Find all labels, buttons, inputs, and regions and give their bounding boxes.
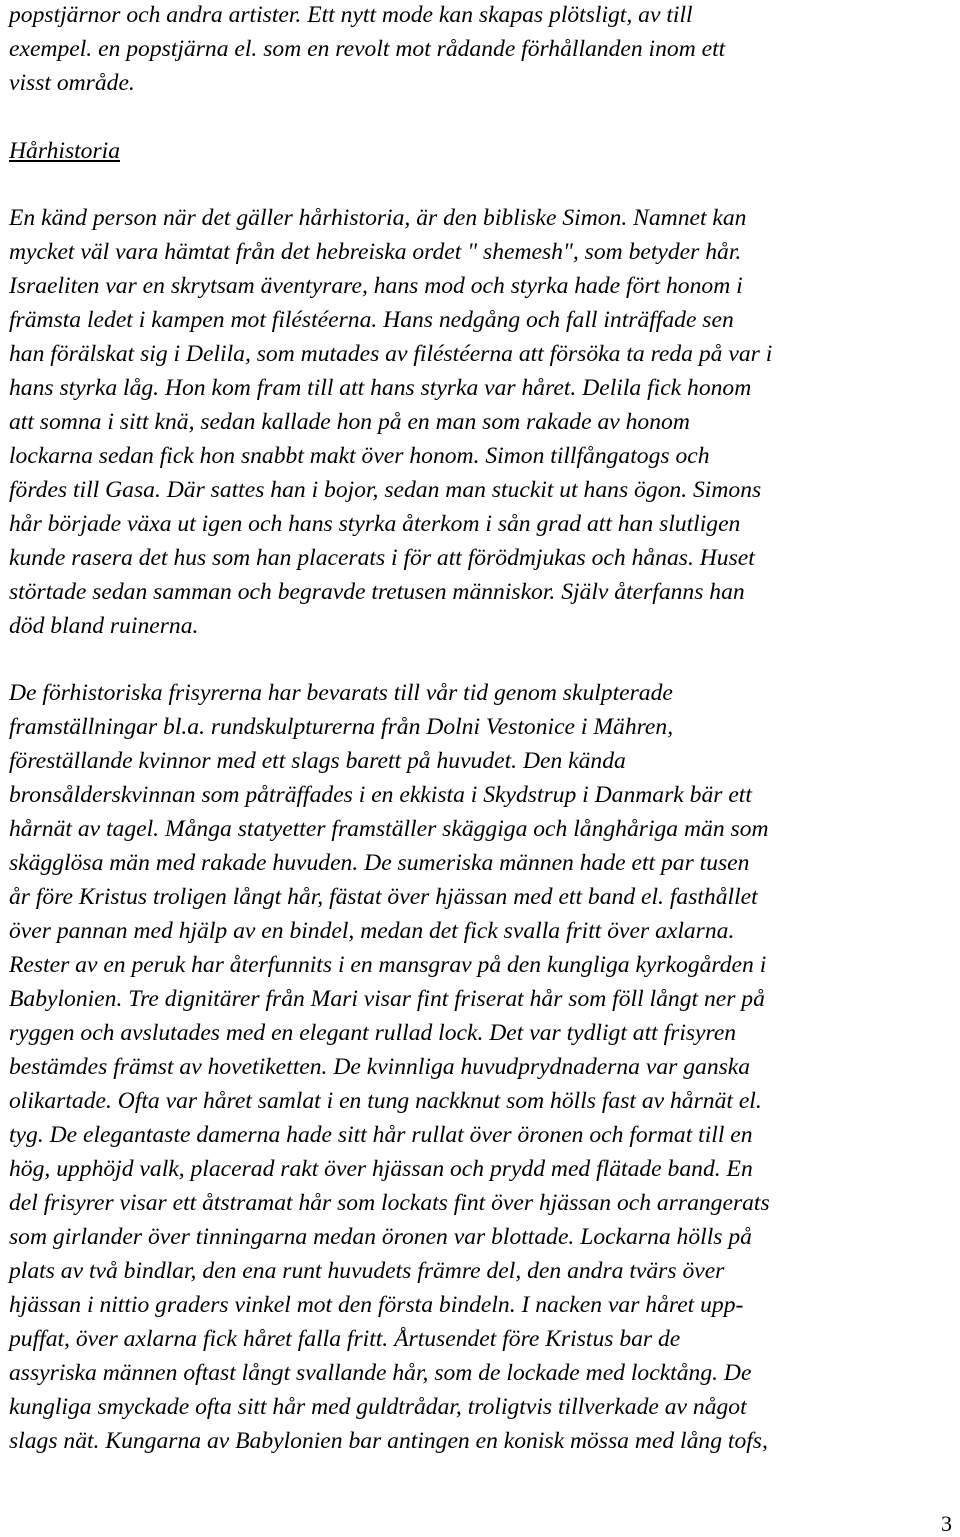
text-line: framställningar bl.a. rundskulpturerna från Dolni Vestonice i Mähren, xyxy=(9,714,674,740)
text-line: assyriska männen oftast långt svallande hår, som de lockade med locktång. De xyxy=(9,1360,752,1386)
page-number: 3 xyxy=(941,1511,952,1536)
text-line: kunde rasera det hus som han placerats i för att förödmjukas och hånas. Huset xyxy=(9,545,755,571)
text-line: del frisyrer visar ett åtstramat hår som lockats fint över hjässan och arrangerats xyxy=(9,1190,770,1216)
text-line: puffat, över axlarna fick håret falla fritt. Årtusendet före Kristus bar de xyxy=(9,1326,681,1352)
text-line: tyg. De elegantaste damerna hade sitt hår rullat över öronen och format till en xyxy=(9,1122,753,1148)
text-line: De förhistoriska frisyrerna har bevarats till vår tid genom skulpterade xyxy=(9,680,673,706)
text-line: att somna i sitt knä, sedan kallade hon på en man som rakade av honom xyxy=(9,409,690,435)
text-line: han förälskat sig i Delila, som mutades av filéstéerna att försöka ta reda på var i xyxy=(9,341,773,367)
text-line: fördes till Gasa. Där sattes han i bojor, sedan man stuckit ut hans ögon. Simons xyxy=(9,477,762,503)
text-line: hög, upphöjd valk, placerad rakt över hjässan och prydd med flätade band. En xyxy=(9,1156,753,1182)
text-line: olikartade. Ofta var håret samlat i en tung nackknut som hölls fast av hårnät el. xyxy=(9,1088,762,1114)
text-line: föreställande kvinnor med ett slags barett på huvudet. Den kända xyxy=(9,748,626,774)
text-line: skägglösa män med rakade huvuden. De sumeriska männen hade ett par tusen xyxy=(9,850,750,876)
text-line: kungliga smyckade ofta sitt hår med guldtrådar, troligtvis tillverkade av något xyxy=(9,1394,747,1420)
text-line: Rester av en peruk har återfunnits i en mansgrav på den kungliga kyrkogården i xyxy=(9,952,767,978)
text-line: mycket väl vara hämtat från det hebreiska ordet " shemesh", som betyder hår. xyxy=(9,239,742,265)
text-line: som girlander över tinningarna medan öronen var blottade. Lockarna hölls på xyxy=(9,1224,752,1250)
text-line: hår började växa ut igen och hans styrka återkom i sån grad att han slutligen xyxy=(9,511,741,537)
text-line: främsta ledet i kampen mot filéstéerna. Hans nedgång och fall inträffade sen xyxy=(9,307,734,333)
text-line: visst område. xyxy=(9,70,135,96)
text-line: popstjärnor och andra artister. Ett nytt mode kan skapas plötsligt, av till xyxy=(9,2,693,28)
text-line: slags nät. Kungarna av Babylonien bar antingen en konisk mössa med lång tofs, xyxy=(9,1428,768,1454)
text-line: bronsålderskvinnan som påträffades i en ekkista i Skydstrup i Danmark bär ett xyxy=(9,782,752,808)
text-line: bestämdes främst av hovetiketten. De kvinnliga huvudprydnaderna var ganska xyxy=(9,1054,751,1080)
text-line: plats av två bindlar, den ena runt huvudets främre del, den andra tvärs över xyxy=(9,1258,725,1284)
text-line: år före Kristus troligen långt hår, fästat över hjässan med ett band el. fasthållet xyxy=(9,884,758,910)
text-line: hårnät av tagel. Många statyetter framställer skäggiga och långhåriga män som xyxy=(9,816,769,842)
text-line: Babylonien. Tre dignitärer från Mari visar fint friserat hår som föll långt ner på xyxy=(9,986,765,1012)
text-line: död bland ruinerna. xyxy=(9,613,199,639)
text-line: ryggen och avslutades med en elegant rullad lock. Det var tydligt att frisyren xyxy=(9,1020,737,1046)
text-line: exempel. en popstjärna el. som en revolt mot rådande förhållanden inom ett xyxy=(9,36,726,62)
text-line: störtade sedan samman och begravde tretusen människor. Själv återfanns han xyxy=(9,579,745,605)
text-line: Israeliten var en skrytsam äventyrare, hans mod och styrka hade fört honom i xyxy=(9,273,743,299)
text-line: hans styrka låg. Hon kom fram till att hans styrka var håret. Delila fick honom xyxy=(9,375,752,401)
text-line: lockarna sedan fick hon snabbt makt över honom. Simon tillfångatogs och xyxy=(9,443,710,469)
text-line: hjässan i nittio graders vinkel mot den första bindeln. I nacken var håret upp- xyxy=(9,1292,744,1318)
text-line: över pannan med hjälp av en bindel, medan det fick svalla fritt över axlarna. xyxy=(9,918,735,944)
section-heading: Hårhistoria xyxy=(9,138,121,164)
text-line: En känd person när det gäller hårhistoria, är den bibliske Simon. Namnet kan xyxy=(9,205,747,231)
